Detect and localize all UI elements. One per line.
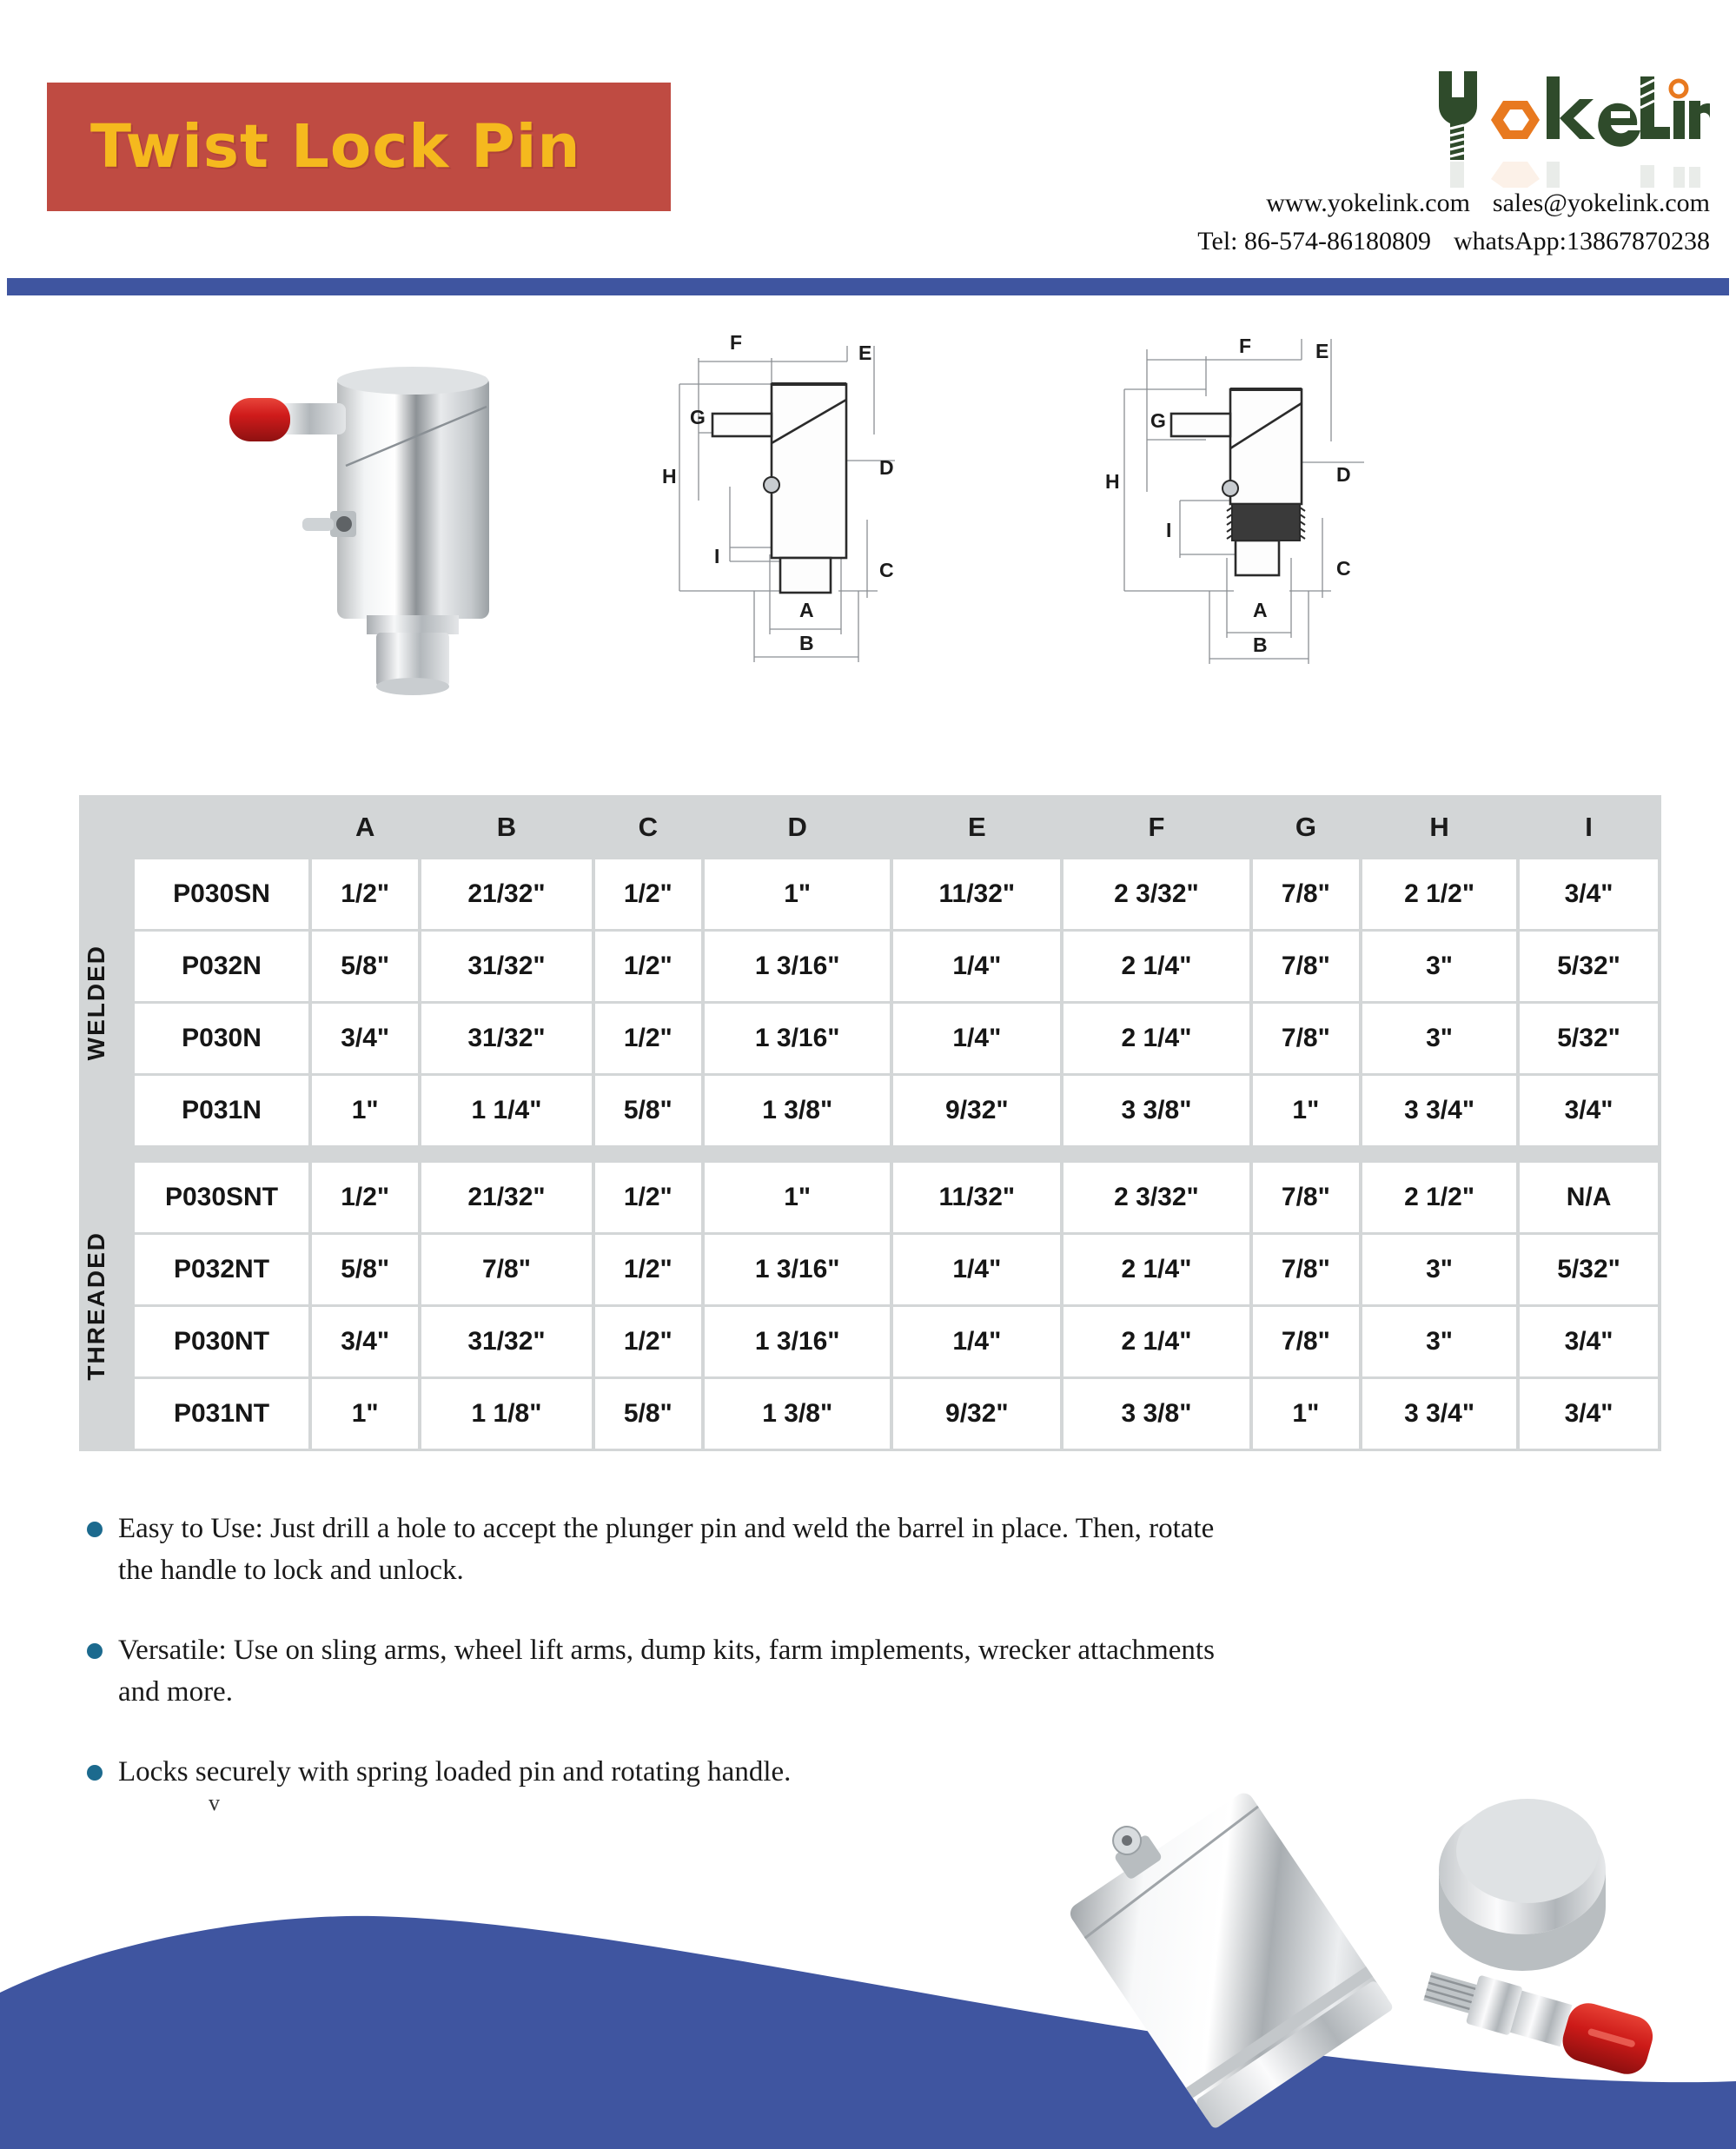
dim-cell-E: 11/32" bbox=[893, 859, 1060, 929]
dim-cell-F: 2 3/32" bbox=[1063, 1163, 1249, 1232]
dim-cell-D: 1" bbox=[705, 1163, 891, 1232]
dim-cell-C: 1/2" bbox=[595, 859, 701, 929]
dim-cell-C: 1/2" bbox=[595, 1235, 701, 1304]
dim-cell-I: 3/4" bbox=[1520, 859, 1658, 929]
dim-label-I: I bbox=[714, 545, 720, 567]
dim-cell-G: 7/8" bbox=[1253, 859, 1359, 929]
website-text[interactable]: www.yokelink.com bbox=[1266, 189, 1470, 217]
table-row[interactable] bbox=[83, 932, 1658, 1001]
contact-info bbox=[876, 184, 1710, 261]
dim-label-H: H bbox=[662, 465, 677, 488]
col-header-F: F bbox=[1063, 798, 1249, 857]
dim-cell-C: 1/2" bbox=[595, 1004, 701, 1073]
dim-cell-I: 3/4" bbox=[1520, 1379, 1658, 1449]
dim-cell-B: 31/32" bbox=[421, 1004, 591, 1073]
col-header-E: E bbox=[893, 798, 1060, 857]
dim-label-B: B bbox=[799, 632, 814, 654]
list-item bbox=[87, 1508, 1216, 1591]
dim-label-C: C bbox=[879, 559, 894, 581]
page-title: Twist Lock Pin bbox=[90, 112, 581, 182]
header-corner-part bbox=[135, 798, 308, 857]
dim-cell-B: 21/32" bbox=[421, 859, 591, 929]
dim-cell-A: 1" bbox=[312, 1076, 418, 1145]
dim-cell-F: 2 1/4" bbox=[1063, 1004, 1249, 1073]
specs-body bbox=[83, 859, 1658, 1449]
header-corner-group bbox=[83, 798, 131, 857]
dim-cell-G: 7/8" bbox=[1253, 1004, 1359, 1073]
dim-cell-C: 1/2" bbox=[595, 932, 701, 1001]
col-header-A: A bbox=[312, 798, 418, 857]
part-number-cell: P030SNT bbox=[135, 1163, 308, 1232]
dim-cell-C: 5/8" bbox=[595, 1379, 701, 1449]
dim-label-D: D bbox=[1336, 463, 1351, 486]
group-separator bbox=[83, 1148, 1658, 1160]
specification-table bbox=[79, 795, 1661, 1451]
dim-cell-C: 1/2" bbox=[595, 1163, 701, 1232]
dim-label-G: G bbox=[690, 406, 706, 428]
col-header-G: G bbox=[1253, 798, 1359, 857]
email-text[interactable]: sales@yokelink.com bbox=[1492, 189, 1710, 217]
table-row[interactable] bbox=[83, 859, 1658, 929]
group-label-threaded bbox=[83, 1163, 131, 1449]
dim-cell-H: 2 1/2" bbox=[1362, 859, 1516, 929]
product-photo bbox=[200, 339, 617, 704]
stray-character: v bbox=[209, 1790, 220, 1815]
col-header-D: D bbox=[705, 798, 891, 857]
dim-cell-D: 1 3/16" bbox=[705, 1004, 891, 1073]
dim-cell-F: 2 3/32" bbox=[1063, 859, 1249, 929]
col-header-C: C bbox=[595, 798, 701, 857]
group-label-welded bbox=[83, 859, 131, 1145]
barrel-photo bbox=[1045, 1758, 1395, 2130]
logo-reflection bbox=[1432, 148, 1710, 188]
feature-text: Easy to Use: Just drill a hole to accept the plunger pin and weld the barrel in place. Then, rotate the handle to lock and unlock. bbox=[118, 1513, 1215, 1586]
dim-cell-A: 1/2" bbox=[312, 859, 418, 929]
footer-product-photos bbox=[938, 1677, 1736, 2149]
dim-cell-I: 5/32" bbox=[1520, 932, 1658, 1001]
dim-cell-F: 2 1/4" bbox=[1063, 1235, 1249, 1304]
dim-cell-H: 3 3/4" bbox=[1362, 1379, 1516, 1449]
dim-cell-I: N/A bbox=[1520, 1163, 1658, 1232]
plunger-pin-photo bbox=[1419, 1959, 1657, 2079]
part-number-cell: P030N bbox=[135, 1004, 308, 1073]
dim-cell-G: 7/8" bbox=[1253, 1307, 1359, 1376]
threaded-dimension-diagram bbox=[1103, 330, 1408, 721]
welded-dimension-diagram bbox=[660, 330, 964, 721]
dim-label-B: B bbox=[1253, 633, 1268, 656]
dim-cell-G: 1" bbox=[1253, 1076, 1359, 1145]
hex-nut-icon bbox=[1491, 101, 1540, 139]
dim-cell-A: 5/8" bbox=[312, 1235, 418, 1304]
col-header-B: B bbox=[421, 798, 591, 857]
dim-cell-D: 1 3/16" bbox=[705, 932, 891, 1001]
dim-cell-B: 31/32" bbox=[421, 932, 591, 1001]
dim-label-G: G bbox=[1150, 409, 1166, 432]
part-number-cell: P031NT bbox=[135, 1379, 308, 1449]
col-header-I: I bbox=[1520, 798, 1658, 857]
dim-cell-B: 1 1/4" bbox=[421, 1076, 591, 1145]
dim-cell-H: 3" bbox=[1362, 1235, 1516, 1304]
dim-cell-H: 2 1/2" bbox=[1362, 1163, 1516, 1232]
table-row[interactable] bbox=[83, 1379, 1658, 1449]
dim-cell-B: 7/8" bbox=[421, 1235, 591, 1304]
dim-cell-E: 1/4" bbox=[893, 1235, 1060, 1304]
dim-cell-A: 3/4" bbox=[312, 1004, 418, 1073]
table-row[interactable] bbox=[83, 1076, 1658, 1145]
dim-label-H: H bbox=[1105, 470, 1120, 493]
dim-cell-H: 3 3/4" bbox=[1362, 1076, 1516, 1145]
feature-text: Versatile: Use on sling arms, wheel lift arms, dump kits, farm implements, wrecker attachments and more. bbox=[118, 1635, 1215, 1708]
dim-cell-F: 3 3/8" bbox=[1063, 1379, 1249, 1449]
dim-cell-C: 5/8" bbox=[595, 1076, 701, 1145]
dim-cell-A: 1/2" bbox=[312, 1163, 418, 1232]
table-row[interactable] bbox=[83, 1163, 1658, 1232]
dim-cell-C: 1/2" bbox=[595, 1307, 701, 1376]
group-label-text: WELDED bbox=[83, 944, 109, 1061]
dim-cell-F: 2 1/4" bbox=[1063, 932, 1249, 1001]
dim-cell-F: 3 3/8" bbox=[1063, 1076, 1249, 1145]
dim-label-A: A bbox=[799, 599, 814, 621]
title-banner bbox=[47, 83, 671, 211]
tel-text: Tel: 86-574-86180809 bbox=[1197, 227, 1431, 255]
dim-cell-I: 3/4" bbox=[1520, 1076, 1658, 1145]
dim-cell-D: 1 3/16" bbox=[705, 1235, 891, 1304]
dim-cell-I: 3/4" bbox=[1520, 1307, 1658, 1376]
part-number-cell: P032N bbox=[135, 932, 308, 1001]
part-number-cell: P030NT bbox=[135, 1307, 308, 1376]
whatsapp-text: whatsApp:13867870238 bbox=[1454, 227, 1710, 255]
dim-cell-G: 7/8" bbox=[1253, 932, 1359, 1001]
part-number-cell: P030SN bbox=[135, 859, 308, 929]
dim-cell-B: 21/32" bbox=[421, 1163, 591, 1232]
header-divider bbox=[7, 278, 1729, 295]
dim-cell-E: 9/32" bbox=[893, 1076, 1060, 1145]
dim-label-C: C bbox=[1336, 557, 1351, 580]
table-row[interactable] bbox=[83, 1004, 1658, 1073]
dim-cell-I: 5/32" bbox=[1520, 1235, 1658, 1304]
table-row[interactable] bbox=[83, 1235, 1658, 1304]
part-number-cell: P031N bbox=[135, 1076, 308, 1145]
dim-cell-E: 1/4" bbox=[893, 1004, 1060, 1073]
dim-cell-I: 5/32" bbox=[1520, 1004, 1658, 1073]
dim-cell-B: 31/32" bbox=[421, 1307, 591, 1376]
table-row[interactable] bbox=[83, 1307, 1658, 1376]
feature-text: Locks securely with spring loaded pin and rotating handle. bbox=[118, 1756, 792, 1788]
cap-photo bbox=[1439, 1799, 1606, 1971]
bullet-dot-icon bbox=[87, 1522, 103, 1537]
dim-cell-G: 1" bbox=[1253, 1379, 1359, 1449]
group-label-text: THREADED bbox=[83, 1230, 109, 1381]
dim-label-A: A bbox=[1253, 599, 1268, 621]
dim-cell-G: 7/8" bbox=[1253, 1163, 1359, 1232]
dim-cell-B: 1 1/8" bbox=[421, 1379, 591, 1449]
contact-line-web bbox=[876, 184, 1710, 222]
dim-label-D: D bbox=[879, 456, 894, 479]
yokelink-logo bbox=[1432, 68, 1710, 163]
dim-cell-D: 1 3/8" bbox=[705, 1076, 891, 1145]
dim-cell-H: 3" bbox=[1362, 932, 1516, 1001]
dim-cell-E: 1/4" bbox=[893, 932, 1060, 1001]
dim-cell-G: 7/8" bbox=[1253, 1235, 1359, 1304]
dim-cell-H: 3" bbox=[1362, 1004, 1516, 1073]
dim-label-E: E bbox=[1315, 340, 1329, 362]
dim-cell-F: 2 1/4" bbox=[1063, 1307, 1249, 1376]
contact-line-phone bbox=[876, 222, 1710, 261]
dim-cell-H: 3" bbox=[1362, 1307, 1516, 1376]
dim-cell-A: 3/4" bbox=[312, 1307, 418, 1376]
table-header-row bbox=[83, 798, 1658, 857]
dim-label-F: F bbox=[730, 331, 743, 354]
bullet-dot-icon bbox=[87, 1765, 103, 1781]
col-header-H: H bbox=[1362, 798, 1516, 857]
dim-label-F: F bbox=[1239, 335, 1252, 357]
dim-cell-E: 1/4" bbox=[893, 1307, 1060, 1376]
figures-row bbox=[0, 330, 1736, 765]
dim-label-I: I bbox=[1166, 519, 1172, 541]
dim-cell-A: 1" bbox=[312, 1379, 418, 1449]
dim-cell-D: 1 3/8" bbox=[705, 1379, 891, 1449]
specs-table bbox=[79, 795, 1661, 1451]
dim-cell-A: 5/8" bbox=[312, 932, 418, 1001]
dim-label-E: E bbox=[858, 342, 872, 364]
dim-cell-E: 11/32" bbox=[893, 1163, 1060, 1232]
part-number-cell: P032NT bbox=[135, 1235, 308, 1304]
dim-cell-D: 1" bbox=[705, 859, 891, 929]
dim-cell-E: 9/32" bbox=[893, 1379, 1060, 1449]
bullet-dot-icon bbox=[87, 1643, 103, 1659]
dim-cell-D: 1 3/16" bbox=[705, 1307, 891, 1376]
